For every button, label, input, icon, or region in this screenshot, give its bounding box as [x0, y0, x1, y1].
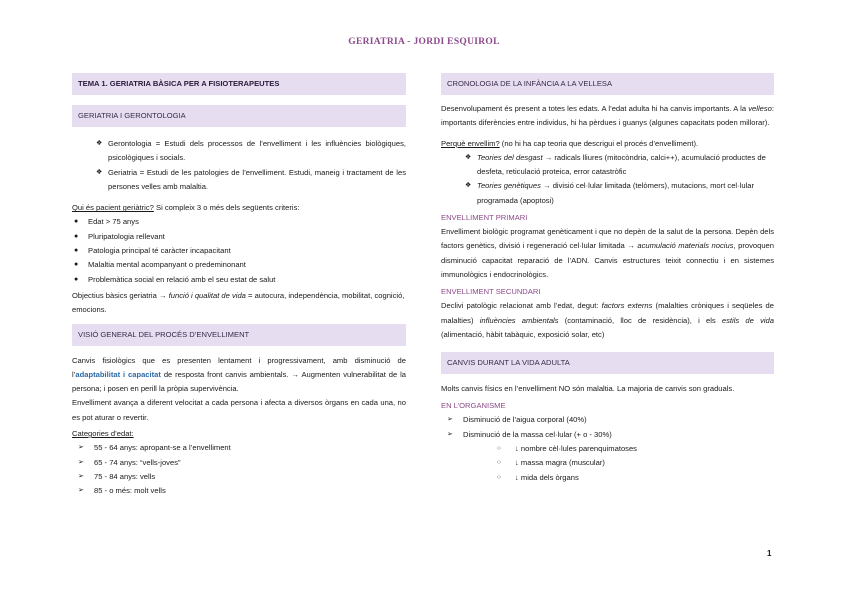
section-heading-geriatria: GERIATRIA I GERONTOLOGIA	[72, 105, 406, 127]
why-question: Perquè envellim? (no hi ha cap teoria que descrigui el procés d’envelliment).	[441, 138, 699, 148]
circle-bullet-icon: ○	[497, 473, 501, 481]
secondary-aging-paragraph: Declivi patològic relacionat amb l’edat, degut: factors externs (malalties cròniques i seqüeles de malalties) influències ambientals (contaminació, lloc de residència), i els estils de vida (alimentació, hàbit tabàquic, exposició solar, etc)	[441, 301, 775, 339]
list-item: ➢ 65 - 74 anys: “vells-joves”	[72, 456, 406, 470]
list-item: ➢ Disminució de la massa cel·lular (+ o - 30%)	[441, 428, 774, 442]
development-paragraph: Desenvolupament és present a totes les edats. A l’edat adulta hi ha canvis importants. A la velleso: importants diferències entre individus, hi ha pèrdues i guanys (algunes capacitats poden millorar).	[441, 104, 774, 128]
list-item: ➢ 75 - 84 anys: vells	[72, 470, 406, 484]
section-heading-cronologia: CRONOLOGIA DE LA INFÀNCIA A LA VELLESA	[441, 73, 774, 95]
diamond-bullet-icon: ❖	[465, 182, 472, 190]
criteria-list	[72, 215, 406, 286]
diamond-bullet-icon: ❖	[96, 140, 103, 147]
list-item: ❖ Geriatria = Estudi de les patologies de l’envelliment. Estudi, maneig i tractament de les persones velles amb malaltia.	[96, 167, 406, 191]
changes-paragraph: Canvis fisiològics que es presenten lentament i progressivament, amb disminució de l’adaptabilitat i capacitat de resposta front canvis ambientals. → Augmenten vulnerabilitat de la persona; i posen en perill la pròpia supervivència.	[72, 355, 406, 394]
list-item: ➢ 55 - 64 anys: apropant-se a l’envelliment	[72, 441, 406, 455]
arrow-bullet-icon: ➢	[78, 487, 84, 495]
list-item: ○ ↓ nombre cèl·lules parenquimatoses	[441, 442, 774, 456]
page-title: GERIATRIA - JORDI ESQUIROL	[348, 37, 500, 47]
list-item: ● Malaltia mental acompanyant o predeminonant	[72, 258, 406, 272]
section-heading-tema1: TEMA 1. GERIATRIA BÀSICA PER A FISIOTERAPEUTES	[72, 73, 406, 95]
list-item: ● Pluripatologia rellevant	[72, 230, 406, 244]
list-item: ➢ 85 - o més: molt vells	[72, 484, 406, 498]
organism-list	[441, 413, 774, 442]
categories-list	[72, 441, 406, 498]
bullet-icon: ●	[74, 232, 79, 240]
organism-heading: EN L’ORGANISME	[441, 401, 506, 411]
bullet-icon: ●	[74, 218, 79, 226]
arrow-bullet-icon: ➢	[78, 444, 84, 452]
secondary-aging-heading: ENVELLIMENT SECUNDARI	[441, 287, 541, 297]
list-item: ○ ↓ massa magra (muscular)	[441, 456, 774, 470]
circle-bullet-icon: ○	[497, 445, 501, 453]
bullet-icon: ●	[74, 261, 79, 269]
arrow-bullet-icon: ➢	[447, 416, 453, 424]
organism-sublist	[441, 442, 774, 485]
arrow-bullet-icon: ➢	[78, 472, 84, 480]
adult-changes-paragraph: Molts canvis físics en l’envelliment NO són malaltia. La majoria de canvis son graduals.	[441, 384, 735, 394]
left-column	[72, 73, 406, 499]
list-item: ● Edat > 75 anys	[72, 215, 406, 229]
circle-bullet-icon: ○	[497, 459, 501, 467]
list-item: ○ ↓ mida dels òrgans	[441, 471, 774, 485]
diamond-bullet-icon: ❖	[465, 153, 472, 161]
bullet-icon: ●	[74, 275, 79, 283]
arrow-bullet-icon: ➢	[78, 458, 84, 466]
theories-list	[441, 151, 774, 208]
arrow-bullet-icon: ➢	[447, 430, 453, 438]
primary-aging-heading: ENVELLIMENT PRIMARI	[441, 213, 528, 223]
list-item: ❖ Teories del desgast → radicals lliures (mitocòndria, calci++), acumulació productes de desfeta, reticulació proteica, error catastròfic	[465, 152, 766, 177]
definitions-list	[72, 137, 406, 194]
primary-aging-paragraph: Envelliment biològic programat genèticament i que no depèn de la salut de la persona. Depèn dels factors genètics, divisió i regeneració cel·lular limitada → acumulació materials nocius, provoquen disminució capacitat reparació de l’ADN. Canvis estructures teixit connectiu i en sistemes immunològics i endocrinològics.	[441, 227, 775, 279]
aging-paragraph: Envelliment avança a diferent velocitat a cada persona i afecta a diversos òrgans en cada una, no es pot aturar o revertir.	[72, 398, 406, 422]
list-item: ❖ Teories genètiques → divisió cel·lular limitada (telòmers), mutacions, mort cel·lular programada (apoptosi)	[465, 181, 754, 205]
list-item: ● Problemàtica social en relació amb el seu estat de salut	[72, 273, 406, 287]
categories-label: Categories d’edat:	[72, 429, 134, 439]
patient-question: Qui és pacient geriàtric? Si compleix 3 o més dels següents criteris:	[72, 203, 300, 213]
list-item: ➢ Disminució de l’aigua corporal (40%)	[441, 413, 774, 427]
section-heading-adult-life: CANVIS DURANT LA VIDA ADULTA	[441, 352, 774, 374]
section-heading-vision: VISIÓ GENERAL DEL PROCÉS D’ENVELLIMENT	[72, 324, 406, 346]
objectives-text: Objectius bàsics geriatria → funció i qualitat de vida = autocura, independència, mobilitat, cognició, emocions.	[72, 290, 405, 315]
page-number: 1	[767, 549, 772, 558]
bullet-icon: ●	[74, 247, 79, 255]
right-column	[441, 73, 774, 485]
diamond-bullet-icon: ❖	[96, 168, 103, 176]
list-item: ● Patologia principal té caràcter incapacitant	[72, 244, 406, 258]
list-item: ❖ Gerontologia = Estudi dels processos de l’envelliment i les influències biològiques, psicològiques i socials.	[96, 139, 406, 163]
